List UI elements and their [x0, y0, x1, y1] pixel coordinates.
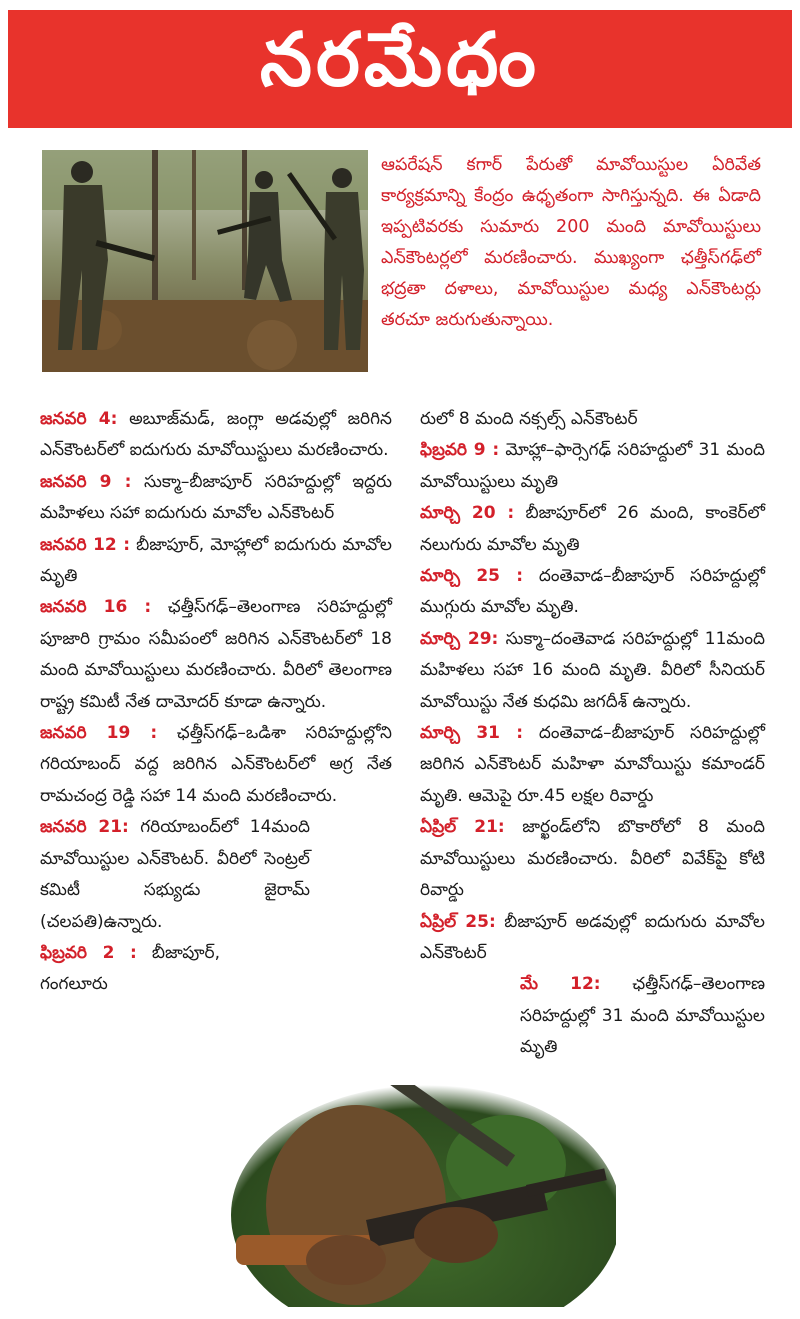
entry-jan-12	[40, 530, 392, 593]
entry-text: దంతెవాడ–బీజాపూర్ సరిహద్దుల్లో ముగ్గురు మావోల మృతి.	[420, 566, 765, 618]
headline-banner	[8, 10, 792, 128]
entry-date: మార్చి 29:	[420, 628, 499, 649]
entry-apr-21	[420, 812, 765, 906]
entry-date: ఏప్రిల్ 25:	[420, 911, 496, 932]
entry-mar-25	[420, 561, 765, 624]
entry-text: బీజాపూర్ అడవుల్లో ఐదుగురు మావోల ఎన్‌కౌంటర్	[420, 911, 765, 963]
entry-text: ఛత్తీస్‌గఢ్–తెలంగాణ సరిహద్దుల్లో పూజారి గ్రామం సమీపంలో జరిగిన ఎన్‌కౌంటర్‌లో 18 మంది మావోయిస్టులు మరణించారు. వీరిలో తెలంగాణ రాష్ట్ర కమిటీ నేత దామోదర్ కూడా ఉన్నారు.	[40, 597, 393, 712]
entry-feb-9	[420, 435, 765, 498]
entry-text: అబూజ్‌మడ్, జంగ్లా అడవుల్లో జరిగిన ఎన్‌కౌంటర్‌లో ఐదుగురు మావోయిస్టులు మరణించారు.	[40, 409, 392, 461]
left-column	[40, 404, 392, 1001]
entry-text: సుక్మా–దంతెవాడ సరిహద్దుల్లో 11మంది మహిళలు సహా 16 మంది మృతి. వీరిలో సీనియర్ మావోయిస్టు నేత కుధమి జగదీశ్ ఉన్నారు.	[420, 628, 765, 712]
entry-feb-2	[40, 938, 220, 1001]
entry-mar-29	[420, 624, 765, 718]
entry-jan-19	[40, 718, 392, 812]
entry-text: ఛత్తీస్‌గఢ్–తెలంగాణ సరిహద్దుల్లో 31 మంది మావోయిస్టుల మృతి	[520, 974, 765, 1058]
soldiers-photo	[42, 150, 368, 372]
entry-continuation	[420, 404, 765, 435]
entry-date: జనవరి 21:	[40, 817, 129, 838]
entry-date: జనవరి 12 :	[40, 534, 131, 555]
entry-jan-9	[40, 467, 392, 530]
entry-date: జనవరి 9 :	[40, 471, 132, 492]
entry-date: మార్చి 20 :	[420, 503, 515, 524]
intro-paragraph	[381, 150, 761, 336]
entry-date: జనవరి 16 :	[40, 597, 152, 618]
entry-date: జనవరి 19 :	[40, 723, 158, 744]
entry-text: జార్ఖండ్‌లోని బొకారోలో 8 మంది మావోయిస్టులు మరణించారు. వీరిలో వివేక్‌పై కోటి రివార్డు	[420, 817, 765, 901]
entry-date: మార్చి 31 :	[420, 723, 524, 744]
entry-may-12	[520, 969, 765, 1063]
entry-date: మే 12:	[520, 974, 601, 995]
right-column	[420, 404, 765, 1064]
entry-text: దంతెవాడ–బీజాపూర్ సరిహద్దుల్లో జరిగిన ఎన్‌కౌంటర్ మహిళా మావోయిస్టు కమాండర్ మృతి. ఆమెపై రూ.45 లక్షల రివార్డు	[420, 723, 765, 806]
entry-apr-25	[420, 907, 765, 970]
entry-text: గరియాబంద్‌లో 14మంది మావోయిస్టుల ఎన్‌కౌంటర్. వీరిలో సెంట్రల్ కమిటీ సభ్యుడు జైరామ్ (చలపతి)ఉన్నారు.	[40, 817, 310, 932]
entry-jan-4	[40, 404, 392, 467]
entry-jan-16	[40, 592, 392, 718]
entry-jan-21	[40, 812, 310, 938]
entry-date: మార్చి 25 :	[420, 566, 524, 587]
entry-text: బీజాపూర్, మోహ్లాలో ఐదుగురు మావోల మృతి	[40, 534, 392, 587]
rifle-photo	[226, 1085, 616, 1307]
entry-text: రులో 8 మంది నక్సల్స్ ఎన్‌కౌంటర్	[420, 409, 638, 429]
entry-text: సుక్మా–బీజాపూర్ సరిహద్దుల్లో ఇద్దరు మహిళలు సహా ఐదుగురు మావోల ఎన్‌కౌంటర్	[40, 471, 392, 524]
entry-mar-31	[420, 718, 765, 812]
entry-date: జనవరి 4:	[40, 409, 118, 429]
entry-text: బీజాపూర్‌లో 26 మంది, కాంకెర్‌లో నలుగురు మావోల మృతి	[420, 503, 765, 555]
intro-text: ఆపరేషన్ కగార్ పేరుతో మావోయిస్టుల ఏరివేత కార్యక్రమాన్ని కేంద్రం ఉధృతంగా సాగిస్తున్నది. ఈ ఏడాది ఇప్పటివరకు సుమారు 200 మంది మావోయిస్టులు ఎన్‌కౌంటర్లలో మరణించారు. ముఖ్యంగా ఛత్తీస్‌గఢ్‌లో భద్రతా దళాలు, మావోయిస్టుల మధ్య ఎన్‌కౌంటర్లు తరచూ జరుగుతున్నాయి.	[381, 155, 761, 330]
entry-text: బీజాపూర్, గంగలూరు	[40, 942, 220, 995]
entry-text: ఛత్తీస్‌గఢ్–ఒడిశా సరిహద్దుల్లోని గరియాబంద్ వద్ద జరిగిన ఎన్‌కౌంటర్‌లో అగ్ర నేత రామచంద్ర రెడ్డి సహా 14 మంది మరణించారు.	[40, 723, 392, 806]
entry-mar-20	[420, 498, 765, 561]
entry-date: ఫిబ్రవరి 2 :	[40, 942, 137, 963]
entry-date: ఏప్రిల్ 21:	[420, 817, 505, 838]
entry-text: మోహ్లా–ఫార్సెగఢ్ సరిహద్దులో 31 మంది మావోయిస్టులు మృతి	[420, 440, 765, 492]
entry-date: ఫిబ్రవరి 9 :	[420, 440, 500, 461]
headline-title: నరమేధం	[260, 17, 540, 103]
